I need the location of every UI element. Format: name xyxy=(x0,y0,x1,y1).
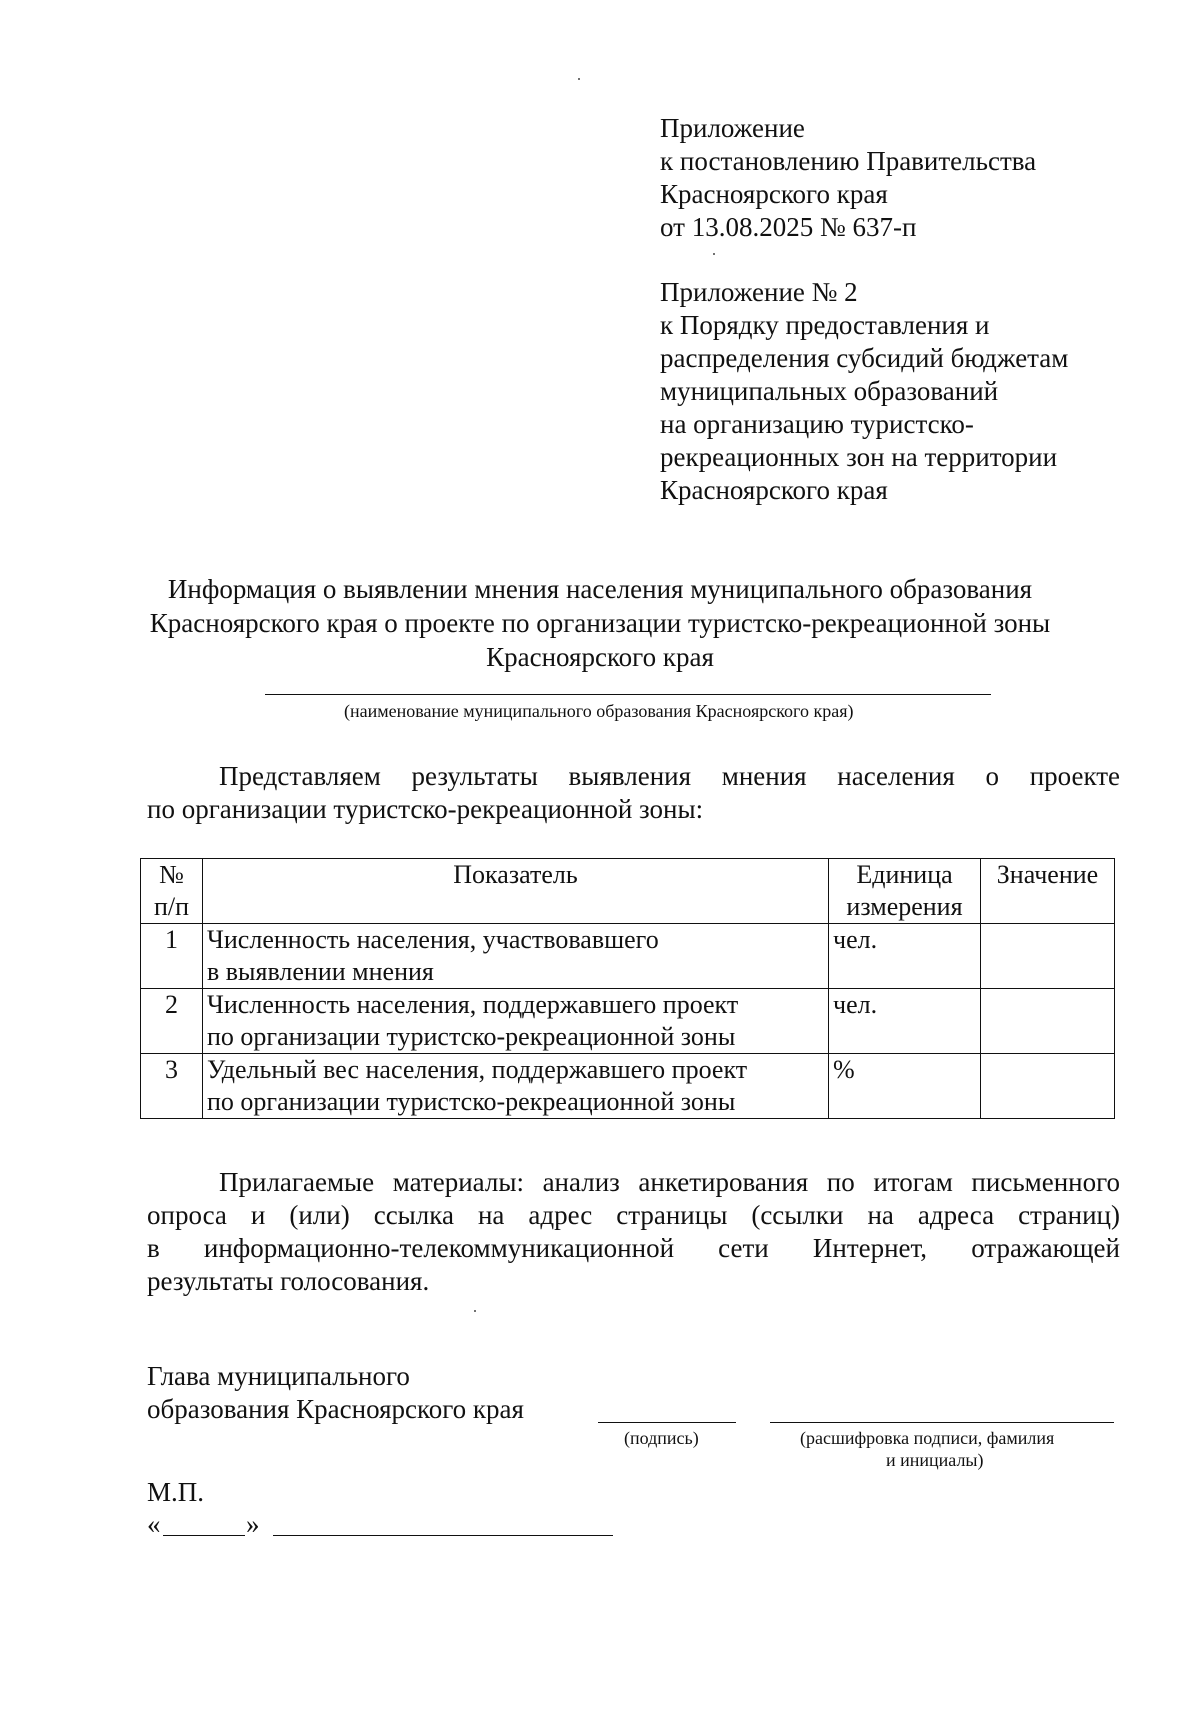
header-unit: Единица измерения xyxy=(829,859,981,924)
date-day-line[interactable] xyxy=(163,1535,245,1536)
signature-line[interactable] xyxy=(598,1422,736,1423)
annex1-line: Приложение xyxy=(660,113,805,143)
row-number: 2 xyxy=(141,989,203,1054)
row-value[interactable] xyxy=(981,989,1115,1054)
document-title xyxy=(80,572,1120,674)
row-number: 3 xyxy=(141,1054,203,1119)
intro-line-2: по организации туристско-рекреационной зоны: xyxy=(147,794,704,824)
row-indicator: Численность населения, участвовавшего в выявлении мнения xyxy=(203,924,829,989)
header-value: Значение xyxy=(981,859,1115,924)
intro-line-1: Представляем результаты выявления мнения населения о проекте xyxy=(219,761,1120,791)
annex1-line: к постановлению Правительства xyxy=(660,146,1037,176)
head-title-line-1: Глава муниципального xyxy=(147,1361,410,1391)
scan-speck xyxy=(578,78,580,80)
annex1-line: Красноярского края xyxy=(660,179,888,209)
row-indicator: Удельный вес населения, поддержавшего проект по организации туристско-рекреационной зоны xyxy=(203,1054,829,1119)
attachments-line-2: опроса и (или) ссылка на адрес страницы (ссылки на адреса страниц) xyxy=(147,1200,1120,1230)
decryption-caption: (расшифровка подписи, фамилия xyxy=(800,1428,1055,1448)
row-number: 1 xyxy=(141,924,203,989)
header-indicator: Показатель xyxy=(203,859,829,924)
table-row xyxy=(141,989,1115,1054)
date-month-year-line[interactable] xyxy=(273,1535,613,1536)
attachments-line-4: результаты голосования. xyxy=(147,1266,430,1296)
title-line: Красноярского края xyxy=(486,642,714,672)
decryption-line[interactable] xyxy=(770,1422,1114,1423)
signature-caption: (подпись) xyxy=(624,1428,699,1448)
table-row xyxy=(141,1054,1115,1119)
head-title-line-2: образования Красноярского края xyxy=(147,1394,524,1424)
annex-header-1 xyxy=(660,112,1036,244)
annex2-line: распределения субсидий бюджетам xyxy=(660,343,1069,373)
annex2-line: Приложение № 2 xyxy=(660,277,858,307)
annex2-line: на организацию туристско- xyxy=(660,409,974,439)
municipality-caption: (наименование муниципального образования Красноярского края) xyxy=(344,701,854,721)
decryption-caption-2: и инициалы) xyxy=(886,1450,984,1470)
header-number: № п/п xyxy=(141,859,203,924)
row-value[interactable] xyxy=(981,1054,1115,1119)
annex2-line: Красноярского края xyxy=(660,475,888,505)
row-value[interactable] xyxy=(981,924,1115,989)
annex2-line: муниципальных образований xyxy=(660,376,999,406)
attachments-line-1: Прилагаемые материалы: анализ анкетирования по итогам письменного xyxy=(219,1167,1120,1197)
seal-placeholder: М.П. xyxy=(147,1477,205,1507)
date-quote-open: « xyxy=(147,1509,161,1539)
table-header-row xyxy=(141,859,1115,924)
annex2-line: рекреационных зон на территории xyxy=(660,442,1058,472)
annex1-line: от 13.08.2025 № 637-п xyxy=(660,212,917,242)
scan-speck xyxy=(713,253,715,255)
row-unit: чел. xyxy=(829,989,981,1054)
annex2-line: к Порядку предоставления и xyxy=(660,310,990,340)
attachments-line-3: в информационно-телекоммуникационной сети Интернет, отражающей xyxy=(147,1233,1120,1263)
row-indicator: Численность населения, поддержавшего проект по организации туристско-рекреационной зоны xyxy=(203,989,829,1054)
annex-header-2 xyxy=(660,276,1068,507)
scan-speck xyxy=(474,1310,476,1312)
municipality-name-line xyxy=(265,694,991,695)
title-line: Красноярского края о проекте по организации туристско-рекреационной зоны xyxy=(149,608,1051,638)
date-quote-close: » xyxy=(246,1509,260,1539)
row-unit: чел. xyxy=(829,924,981,989)
table-row xyxy=(141,924,1115,989)
results-table xyxy=(140,858,1115,1119)
title-line: Информация о выявлении мнения населения муниципального образования xyxy=(167,574,1033,604)
row-unit: % xyxy=(829,1054,981,1119)
